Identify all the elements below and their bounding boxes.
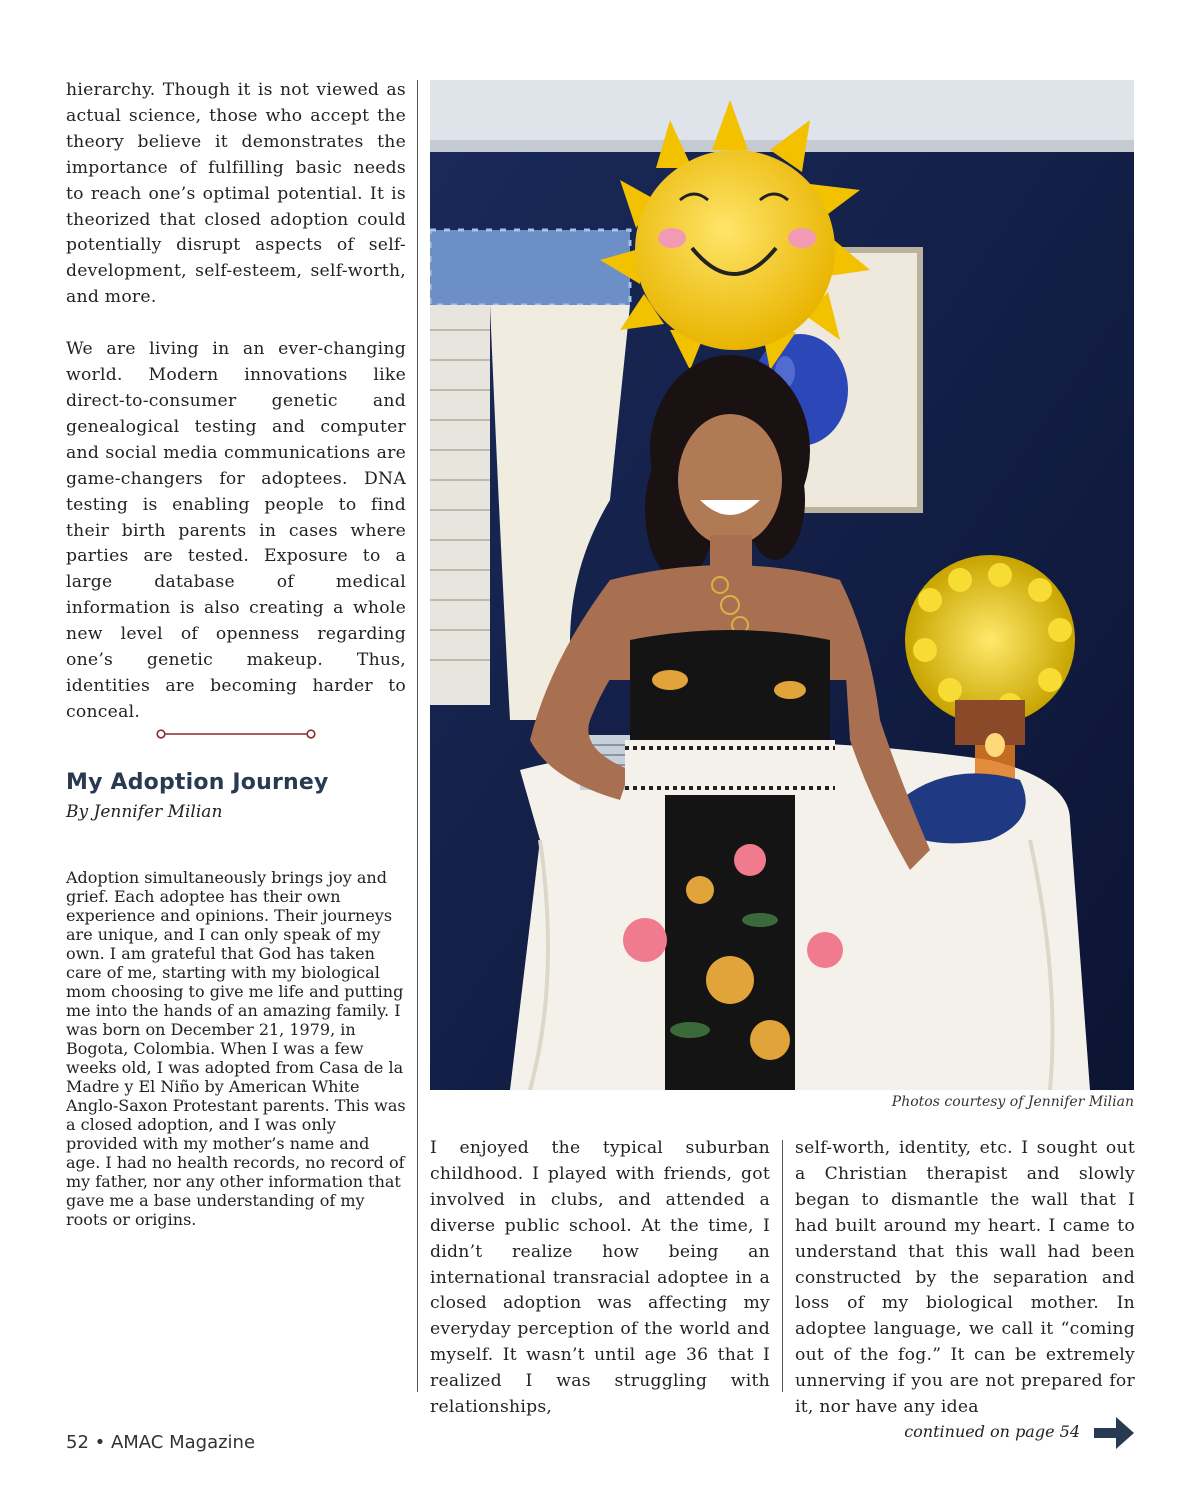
left-column-text bbox=[66, 78, 406, 726]
paragraph-changing-world: We are living in an ever-changing world. Modern innovations like direct-to-consumer genetic and genealogical testing and computer and social media communications are game-changers for adoptees. DNA testing is enabling people to find their birth parents in cases where parties are tested. Exposure to a large database of medical information is also creating a whole new level of openness regarding one’s genetic makeup. Thus, identities are becoming harder to conceal. bbox=[66, 339, 406, 722]
article-photo bbox=[430, 80, 1134, 1090]
column-rule-bottom bbox=[782, 1140, 783, 1392]
photo-caption: Photos courtesy of Jennifer Milian bbox=[891, 1094, 1134, 1110]
middle-column-text bbox=[430, 1136, 770, 1421]
section-title: My Adoption Journey bbox=[66, 770, 329, 795]
photo-illustration bbox=[430, 80, 1134, 1090]
continued-link[interactable]: continued on page 54 bbox=[904, 1422, 1080, 1441]
paragraph-intro: Adoption simultaneously brings joy and grief. Each adoptee has their own experience and opinions. Their journeys are unique, and I can only speak of my own. I am grateful that God has taken care of me, starting with my biological mom choosing to give me life and putting me into the hands of an amazing family. I was born on December 21, 1979, in Bogota, Colombia. When I was a few weeks old, I was adopted from Casa de la Madre y El Niño by American White Anglo-Saxon Protestant parents. This was a closed adoption, and I was only provided with my mother’s name and age. I had no health records, no record of my father, nor any other information that gave me a base understanding of my roots or origins. bbox=[66, 868, 406, 1229]
paragraph-therapy: self-worth, identity, etc. I sought out a Christian therapist and slowly began to dismantle the wall that I had built around my heart. I came to understand that this wall had been constructed by the separation and loss of my biological mother. In adoptee language, we call it “coming out of the fog.” It can be extremely unnerving if you are not prepared for it, nor have any idea bbox=[795, 1138, 1135, 1418]
page-footer: 52 • AMAC Magazine bbox=[66, 1432, 256, 1453]
column-rule bbox=[417, 80, 418, 1392]
byline: By Jennifer Milian bbox=[66, 802, 223, 822]
right-arrow-icon[interactable] bbox=[1092, 1414, 1136, 1452]
paragraph-hierarchy: hierarchy. Though it is not viewed as actual science, those who accept the theory believe it demonstrates the importance of fulfilling basic needs to reach one’s optimal potential. It is theorized that closed adoption could potentially disrupt aspects of self-development, self-esteem, self-worth, and more. bbox=[66, 80, 406, 308]
divider-ornament bbox=[156, 728, 316, 740]
right-column-text bbox=[795, 1136, 1135, 1421]
article-intro bbox=[66, 852, 406, 1245]
paragraph-childhood: I enjoyed the typical suburban childhood. I played with friends, got involved in clubs, and attended a diverse public school. At the time, I didn’t realize how being an international transracial adoptee in a closed adoption was affecting my everyday perception of the world and myself. It wasn’t until age 36 that I realized I was struggling with relationships, bbox=[430, 1138, 770, 1418]
